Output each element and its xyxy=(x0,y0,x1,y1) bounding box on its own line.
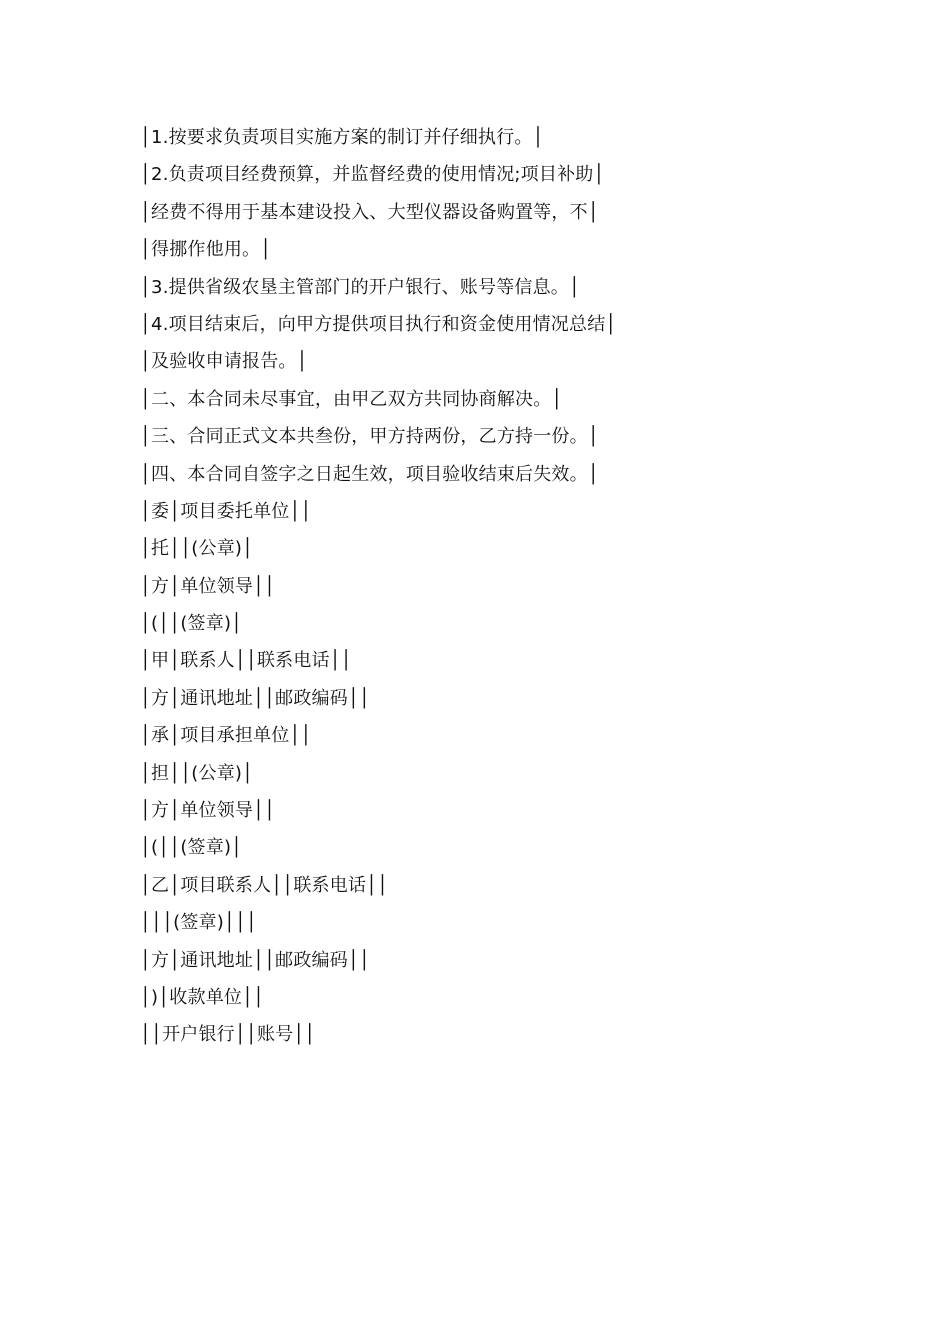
text-line: │四、本合同自签字之日起生效，项目验收结束后失效。│ xyxy=(140,463,599,485)
text-line: │1.按要求负责项目实施方案的制订并仔细执行。│ xyxy=(140,127,544,148)
table-row: │)│收款单位││ xyxy=(140,986,265,1008)
text-line: │经费不得用于基本建设投入、大型仪器设备购置等，不│ xyxy=(140,201,599,223)
table-row: │方│单位领导││ xyxy=(140,575,276,597)
table-row: │承│项目承担单位││ xyxy=(140,725,312,747)
table-row: │托││(公章)│ xyxy=(140,538,254,560)
text-line: │2.负责项目经费预算，并监督经费的使用情况;项目补助│ xyxy=(140,164,605,186)
table-row: │委│项目委托单位││ xyxy=(140,500,312,522)
text-line: │及验收申请报告。│ xyxy=(140,351,308,373)
table-row: │乙│项目联系人││联系电话││ xyxy=(140,874,389,896)
table-row: │方│通讯地址││邮政编码││ xyxy=(140,687,371,709)
text-line: │4.项目结束后，向甲方提供项目执行和资金使用情况总结│ xyxy=(140,313,617,335)
text-line: │3.提供省级农垦主管部门的开户银行、账号等信息。│ xyxy=(140,276,581,298)
table-row: │(││(签章)│ xyxy=(140,837,243,859)
contract-text xyxy=(140,119,860,1054)
table-row: │││(签章)│││ xyxy=(140,912,258,934)
table-row: │(││(签章)│ xyxy=(140,613,243,635)
table-row: │甲│联系人││联系电话││ xyxy=(140,650,352,672)
table-row: │方│通讯地址││邮政编码││ xyxy=(140,949,371,971)
table-row: ││开户银行││账号││ xyxy=(140,1024,316,1046)
table-row: │担││(公章)│ xyxy=(140,762,254,784)
text-line: │得挪作他用。│ xyxy=(140,239,272,261)
table-row: │方│单位领导││ xyxy=(140,800,276,822)
text-line: │三、合同正式文本共叁份，甲方持两份，乙方持一份。│ xyxy=(140,426,599,448)
text-line: │二、本合同未尽事宜，由甲乙双方共同协商解决。│ xyxy=(140,388,563,410)
